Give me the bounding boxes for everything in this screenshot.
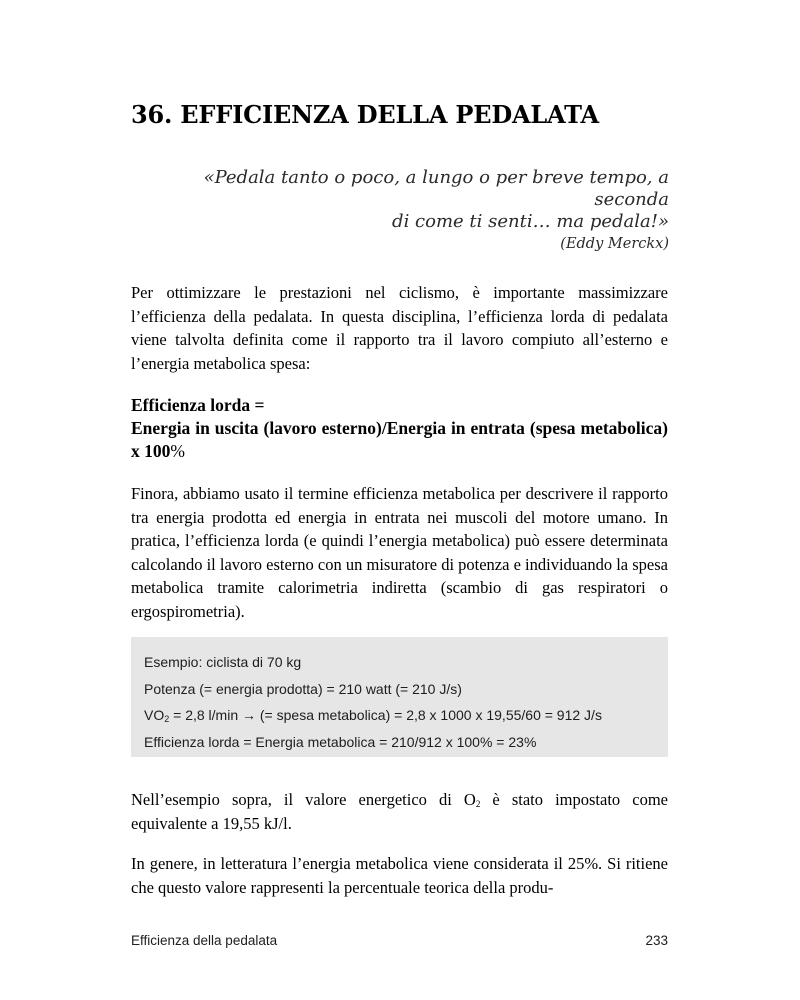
vo2-calculation: = 2,8 l/min → (= spesa metabolica) = 2,8 x 1000 x 19,55/60 = 912 J/s (169, 707, 602, 723)
example-line-4: Efficienza lorda = Energia metabolica = 210/912 x 100% = 23% (144, 733, 537, 750)
formula-line-1: Efficienza lorda = (131, 395, 265, 415)
paragraph-oxygen-value (131, 788, 668, 835)
epigraph (129, 167, 669, 255)
epigraph-line-2: di come ti senti… ma pedala!» (392, 211, 669, 232)
vo2-prefix: VO (144, 707, 165, 723)
paragraph-literature: In genere, in letteratura l’energia metabolica viene considerata il 25%. Si ritiene che questo valore rappresenti la percentuale teorica della produ- (131, 854, 668, 897)
formula-percent: % (170, 441, 185, 461)
example-line-1: Esempio: ciclista di 70 kg (144, 654, 302, 670)
chapter-title: 36. EFFICIENZA DELLA PEDALATA (131, 100, 599, 129)
epigraph-line-1: «Pedala tanto o poco, a lungo o per breve tempo, a seconda (203, 167, 669, 210)
paragraph-intro: Per ottimizzare le prestazioni nel ciclismo, è importante massimizzare l’efficienza della pedalata. In questa disciplina, l’efficienza lorda di pedalata viene talvolta definita come il rapporto tra il lavoro compiuto all’esterno e l’energia metabolica spesa: (131, 283, 668, 373)
example-box (131, 637, 668, 757)
oxygen-subscript: 2 (475, 799, 481, 809)
oxygen-text-after: è stato impostato come equivalente a 19,55 kJ/l. (131, 790, 668, 833)
oxygen-text-before: Nell’esempio sopra, il valore energetico di O (131, 790, 476, 809)
vo2-subscript: 2 (164, 714, 170, 724)
footer-page-number: 233 (645, 933, 668, 948)
formula-expression: Energia in uscita (lavoro esterno)/Energia in entrata (spesa metabolica) x 100 (131, 418, 668, 461)
epigraph-author: (Eddy Merckx) (560, 236, 669, 252)
formula-line-2 (131, 417, 668, 463)
footer-running-title: Efficienza della pedalata (131, 933, 278, 948)
example-line-3 (144, 702, 656, 729)
paragraph-metabolic-efficiency: Finora, abbiamo usato il termine efficienza metabolica per descrivere il rapporto tra energia prodotta ed energia in entrata nei muscoli del motore umano. In pratica, l’efficienza lorda (e quindi l’energia metabolica) può essere determinata calcolando il lavoro esterno con un misuratore di potenza e individuando la spesa metabolica tramite calorimetria indiretta (scambio di gas respiratori o ergospirometria). (131, 484, 668, 621)
example-line-2: Potenza (= energia prodotta) = 210 watt (= 210 J/s) (144, 680, 462, 697)
gross-efficiency-formula (131, 394, 668, 463)
